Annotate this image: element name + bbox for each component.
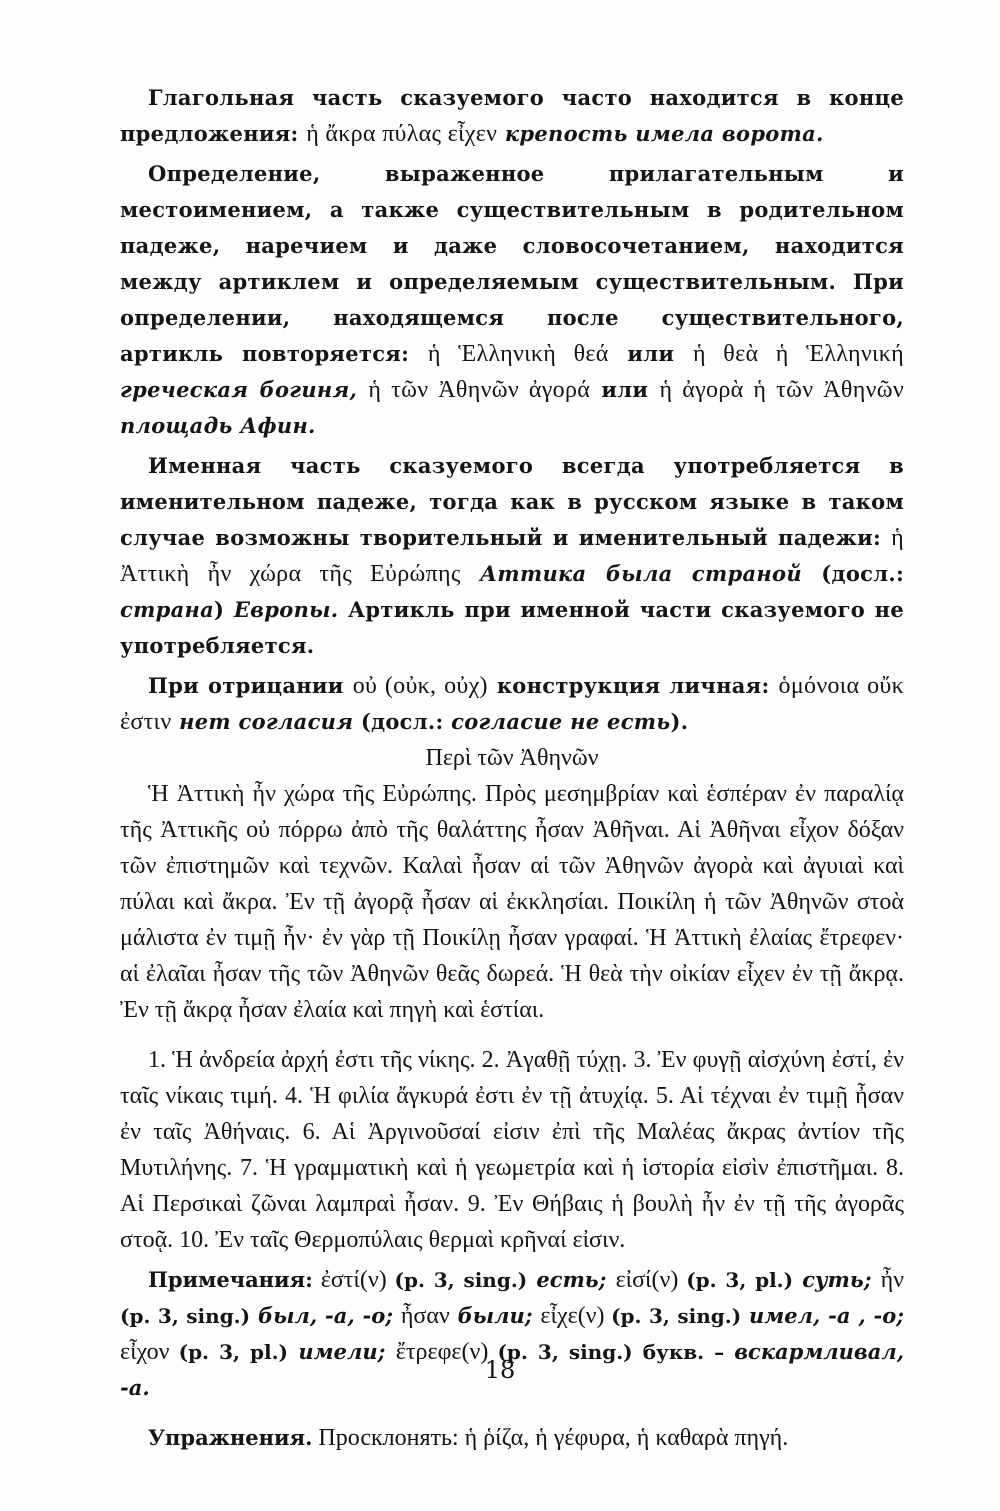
greek-example: ἡ Ἑλληνικὴ θεά (427, 341, 609, 367)
paragraph-verb-position (120, 80, 904, 152)
text: или (590, 377, 660, 402)
greek-form: εἰσί(ν) (615, 1267, 687, 1293)
greek-form: ἔτρεφε(ν) (395, 1339, 498, 1365)
greek-example: ἡ τῶν Ἀθηνῶν ἀγορά (368, 377, 591, 403)
text: букв. – (632, 1340, 735, 1364)
greek-form: ἦσαν (400, 1303, 450, 1329)
paragraph-negation (120, 668, 904, 740)
grammar-tag: (p. 3, pl.) (178, 1340, 289, 1364)
text: Просклонять: (312, 1425, 465, 1451)
translation: нет согласия (171, 709, 354, 734)
greek-example: ἡ Ἀττικὴ ἦν χώρα τῆς Εὐρώπης (120, 525, 904, 587)
reading-text: Ἡ Ἀττικὴ ἦν χώρα τῆς Εὐρώπης. Πρὸς μεσημβρίαν καὶ ἑσπέραν ἐν παραλίᾳ τῆς Ἀττικῆς οὐ πόρρω ἀπὸ τῆς θαλάττης ἦσαν Ἀθῆναι. Αἱ Ἀθῆναι εἶχον δόξαν τῶν ἐπιστημῶν καὶ τεχνῶν. Καλαὶ ἦσαν αἱ τῶν Ἀθηνῶν ἀγορὰ καὶ ἀγυιαὶ καὶ πύλαι καὶ ἄκρα. Ἐν τῇ ἀγορᾷ ἦσαν αἱ ἐκκλησίαι. Ποικίλη ἡ τῶν Ἀθηνῶν στοὰ μάλιστα ἐν τιμῇ ἦν· ἐν γὰρ τῇ Ποικίλῃ ἦσαν γραφαί. Ἡ Ἀττικὴ ἐλαίας ἔτρεφεν· αἱ ἐλαῖαι ἦσαν τῆς τῶν Ἀθηνῶν θεᾶς δωρεά. Ἡ θεὰ τὴν οἰκίαν εἶχεν ἐν τῇ ἄκρᾳ. Ἐν τῇ ἄκρᾳ ἦσαν ἐλαία καὶ πηγὴ καὶ ἑστίαι. (120, 781, 904, 1023)
translation: страна (120, 597, 215, 622)
greek-form: ἐστί(ν) (312, 1267, 395, 1293)
translation: вскармливал, -а. (120, 1339, 905, 1400)
text: Именная часть сказуемого всегда употребляется в именительном падеже, тогда как в русском языке в таком случае возможны творительный и именительный падежи: (120, 453, 904, 550)
translation: крепость имела ворота. (497, 121, 824, 146)
greek-form: ἦν (880, 1267, 905, 1293)
translation: согласие не есть (451, 709, 671, 734)
grammar-tag: (p. 3, sing.) (611, 1304, 742, 1328)
translation: суть; (793, 1267, 881, 1292)
text: Глагольная часть сказуемого часто находится в конце предложения: (120, 85, 904, 146)
greek-example: ἡ θεὰ ἡ Ἑλληνική (693, 341, 904, 367)
page-number: 18 (484, 1356, 516, 1384)
translation: Европы. (233, 597, 339, 622)
exercise-task (120, 1420, 904, 1456)
text: ) (214, 597, 234, 622)
translation: имел, -а , -о; (741, 1303, 904, 1328)
text: конструкция личная: (487, 673, 779, 698)
text: Артикль при именной части сказуемого не употребляется. (120, 597, 904, 658)
notes-label: Примечания: (148, 1267, 313, 1292)
reading-title: Περὶ τῶν Ἀθηνῶν (425, 745, 599, 771)
translation: Аттика была страной (460, 561, 802, 586)
greek-form: εἶχον (120, 1339, 179, 1365)
translation: есть; (527, 1267, 616, 1292)
grammar-tag: (p. 3, sing.) (120, 1304, 251, 1328)
paragraph-nominal-predicate (120, 448, 904, 664)
greek-example: ὁμόνοια οὔκ ἐστιν (120, 673, 904, 735)
translation: площадь Афин. (120, 413, 316, 438)
translation: был, -а, -о; (250, 1303, 401, 1328)
text: При отрицании (148, 673, 353, 698)
grammar-tag: (p. 3, pl.) (686, 1268, 794, 1292)
text: (досл.: (801, 561, 904, 586)
notes-paragraph (120, 1262, 904, 1406)
greek-form: εἶχε(ν) (540, 1303, 612, 1329)
grammar-tag: (p. 3, sing.) (394, 1268, 528, 1292)
greek-example: ἡ ἄκρα πύλας εἶχεν (306, 121, 498, 147)
text: ). (670, 709, 689, 734)
greek-example: οὐ (οὐκ, οὐχ) (352, 673, 488, 699)
greek-example: ἡ ἀγορὰ ἡ τῶν Ἀθηνῶν (659, 377, 904, 403)
translation: имели; (288, 1339, 396, 1364)
text: (досл.: (353, 709, 452, 734)
paragraph-attribute-position (120, 156, 904, 444)
text: или (608, 341, 693, 366)
greek-example: ἡ ῥίζα, ἡ γέφυρα, ἡ καθαρὰ πηγή. (464, 1425, 789, 1451)
exercise-label: Упражнения. (148, 1425, 313, 1450)
text: Определение, выраженное прилагательным и местоимением, а также существительным в родительном падеже, наречием и даже словосочетанием, находится между артиклем и определяемым существительным. При определении, находящемся после существительного, артикль повторяется: (120, 161, 904, 366)
grammar-tag: (p. 3, sing.) (497, 1340, 633, 1364)
translation: были; (449, 1303, 541, 1328)
exercise-sentences: 1. Ἡ ἀνδρεία ἀρχή ἐστι τῆς νίκης. 2. Ἀγαθῇ τύχῃ. 3. Ἐν φυγῇ αἰσχύνη ἐστί, ἐν ταῖς νίκαις τιμή. 4. Ἡ φιλία ἄγκυρά ἐστι ἐν τῇ ἀτυχίᾳ. 5. Αἱ τέχναι ἐν τιμῇ ἦσαν ἐν ταῖς Ἀθήναις. 6. Αἱ Ἀργινοῦσαί εἰσιν ἐπὶ τῆς Μαλέας ἄκρας ἀντίον τῆς Μυτιλήνης. 7. Ἡ γραμματικὴ καὶ ἡ γεωμετρία καὶ ἡ ἱστορία εἰσὶν ἐπιστῆμαι. 8. Αἱ Περσικαὶ ζῶναι λαμπραὶ ἦσαν. 9. Ἐν Θήβαις ἡ βουλὴ ἦν ἐν τῇ τῆς ἀγορᾶς στοᾷ. 10. Ἐν ταῖς Θερμοπύλαις θερμαὶ κρῆναί εἰσιν. (120, 1047, 904, 1253)
translation: греческая богиня, (120, 377, 369, 402)
